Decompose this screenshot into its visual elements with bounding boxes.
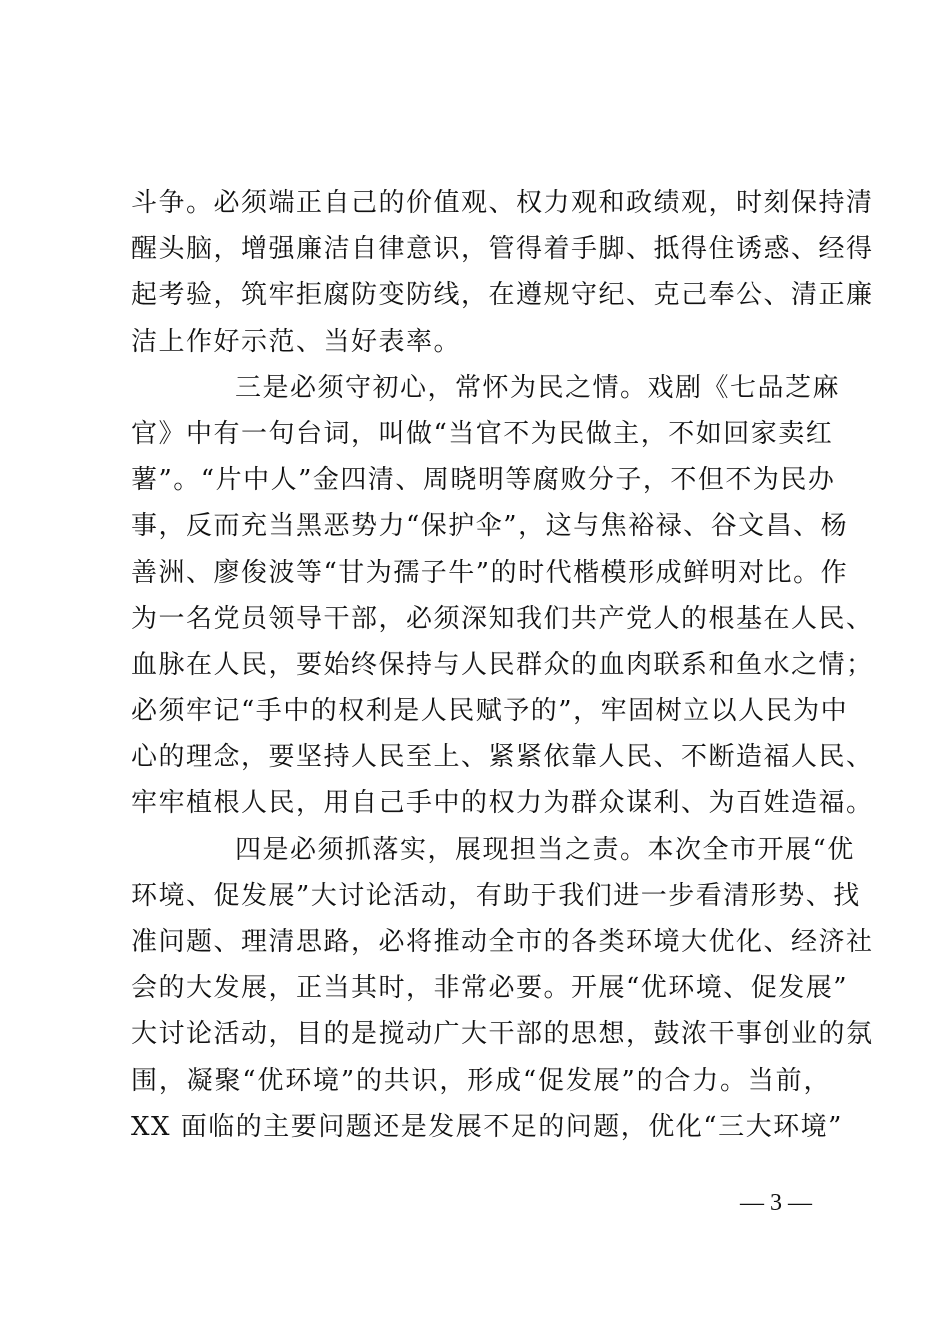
text-line: 血脉在人民，要始终保持与人民群众的血肉联系和鱼水之情； <box>131 649 874 680</box>
text-line: 为一名党员领导干部，必须深知我们共产党人的根基在人民、 <box>131 603 874 634</box>
text-line: 必须牢记“手中的权利是人民赋予的”，牢固树立以人民为中 <box>131 696 849 727</box>
text-line: XX 面临的主要问题还是发展不足的问题，优化“三大环境” <box>131 1111 843 1142</box>
paragraph-start-line: 四是必须抓落实，展现担当之责。本次全市开展“优 <box>235 834 855 865</box>
body-text <box>131 180 874 1150</box>
text-line: 薯”。“片中人”金四清、周晓明等腐败分子，不但不为民办 <box>131 465 836 496</box>
text-line: 起考验，筑牢拒腐防变防线，在遵规守纪、克己奉公、清正廉 <box>131 280 874 311</box>
text-line: 官》中有一句台词，叫做“当官不为民做主，不如回家卖红 <box>131 418 834 449</box>
text-line: 事，反而充当黑恶势力“保护伞”，这与焦裕禄、谷文昌、杨 <box>131 511 849 542</box>
text-line: 围，凝聚“优环境”的共识，形成“促发展”的合力。当前， <box>131 1065 831 1096</box>
text-line: 醒头脑，增强廉洁自律意识，管得着手脚、抵得住诱惑、经得 <box>131 234 874 265</box>
text-line: 心的理念，要坚持人民至上、紧紧依靠人民、不断造福人民、 <box>131 742 874 773</box>
text-line: 环境、促发展”大讨论活动，有助于我们进一步看清形势、找 <box>131 880 861 911</box>
text-line: 牢牢植根人民，用自己手中的权力为群众谋利、为百姓造福。 <box>131 788 874 819</box>
text-line: 大讨论活动，目的是搅动广大干部的思想，鼓浓干事创业的氛 <box>131 1019 874 1050</box>
text-line: 准问题、理清思路，必将推动全市的各类环境大优化、经济社 <box>131 927 874 957</box>
text-line: 会的大发展，正当其时，非常必要。开展“优环境、促发展” <box>131 973 849 1004</box>
text-line: 斗争。必须端正自己的价值观、权力观和政绩观，时刻保持清 <box>131 188 874 218</box>
text-line: 善洲、廖俊波等“甘为孺子牛”的时代楷模形成鲜明对比。作 <box>131 557 849 588</box>
text-line: 洁上作好示范、当好表率。 <box>131 326 462 357</box>
page-number: — 3 — <box>740 1190 812 1216</box>
paragraph-start-line: 三是必须守初心，常怀为民之情。戏剧《七品芝麻 <box>235 372 841 403</box>
